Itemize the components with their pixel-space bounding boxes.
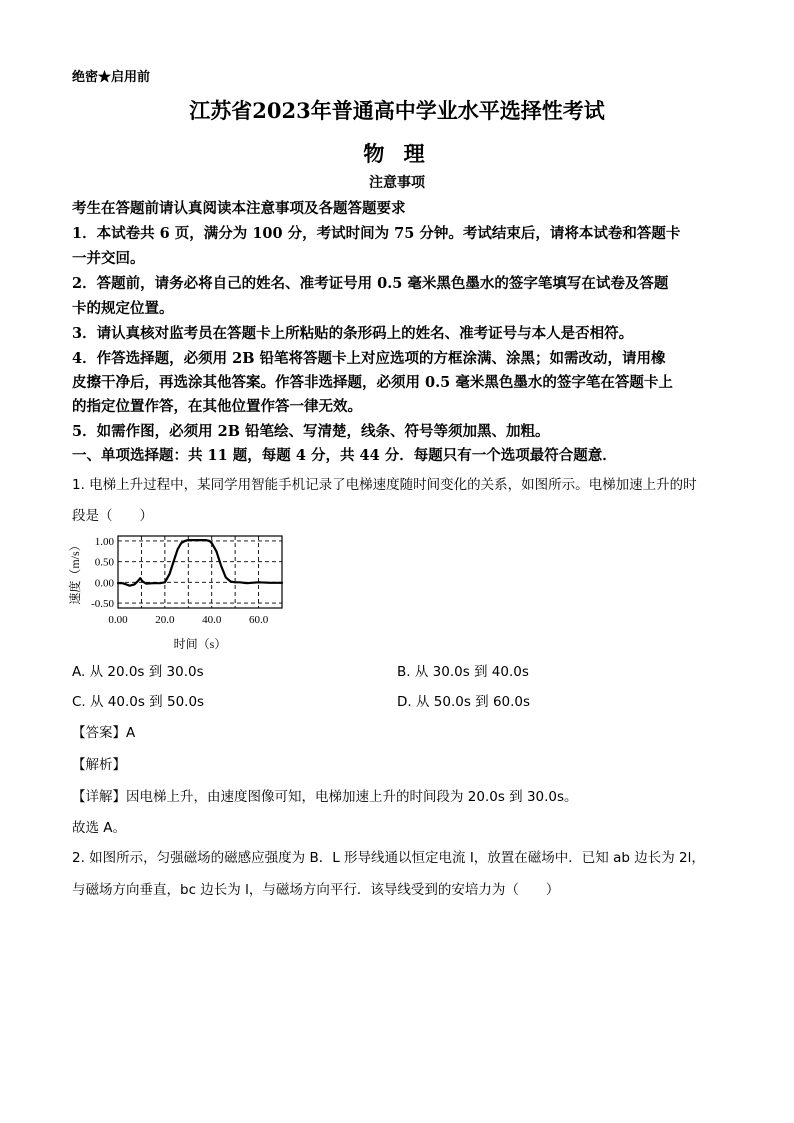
q2-stem-line1: 2. 如图所示，匀强磁场的磁感应强度为 B．L 形导线通以恒定电流 I，放置在磁场中．已知 ab 边长为 2l， xyxy=(72,850,705,866)
notice-line: 4．作答选择题，必须用 2B 铅笔将答题卡上对应选项的方框涂满、涂黑；如需改动，请用橡 xyxy=(72,350,666,367)
velocity-series-line xyxy=(118,540,282,586)
analysis-label: 【解析】 xyxy=(72,757,126,773)
option-b[interactable]: B. 从 30.0s 到 40.0s xyxy=(397,664,529,680)
option-c[interactable]: C. 从 40.0s 到 50.0s xyxy=(72,694,205,710)
chart-x-label: 时间（s） xyxy=(173,637,227,651)
notice-heading: 注意事项 xyxy=(369,175,425,191)
chart-x-tick-label: 0.00 xyxy=(108,614,128,626)
q1-stem-line1: 1. 电梯上升过程中，某同学用智能手机记录了电梯速度随时间变化的关系，如图所示。电梯加速上升的时 xyxy=(72,477,697,493)
notice-line: 1．本试卷共 6 页，满分为 100 分，考试时间为 75 分钟。考试结束后，请将本试卷和答题卡 xyxy=(72,225,681,242)
notice-line: 3．请认真核对监考员在答题卡上所粘贴的条形码上的姓名、准考证号与本人是否相符。 xyxy=(72,325,634,342)
answer-line: 【答案】A xyxy=(72,725,136,741)
option-a[interactable]: A. 从 20.0s 到 30.0s xyxy=(72,664,204,680)
chart-y-tick-label: 0.00 xyxy=(94,577,114,590)
q2-stem-line2: 与磁场方向垂直，bc 边长为 l，与磁场方向平行．该导线受到的安培力为（ ） xyxy=(72,882,560,898)
chart-x-tick-label: 60.0 xyxy=(248,614,269,626)
notice-line: 5．如需作图，必须用 2B 铅笔绘、写清楚，线条、符号等须加黑、加粗。 xyxy=(72,423,550,440)
exam-title: 江苏省2023年普通高中学业水平选择性考试 xyxy=(189,98,605,123)
secret-mark: 绝密★启用前 xyxy=(72,70,151,85)
chart-y-label: 速度（m/s） xyxy=(68,539,82,605)
chart-x-tick-label: 20.0 xyxy=(155,614,175,626)
subject-title: 物 理 xyxy=(363,141,431,166)
notice-line: 一并交回。 xyxy=(72,250,145,267)
q1-stem-line2: 段是（ ） xyxy=(72,508,153,524)
section-heading: 一、单项选择题：共 11 题，每题 4 分，共 44 分．每题只有一个选项最符合题意． xyxy=(72,447,617,464)
conclusion-line: 故选 A。 xyxy=(72,820,127,836)
notice-intro: 考生在答题前请认真阅读本注意事项及各题答题要求 xyxy=(72,200,406,217)
chart-y-tick-label: 0.50 xyxy=(94,556,114,569)
detail-line: 【详解】因电梯上升，由速度图像可知，电梯加速上升的时间段为 20.0s 到 30.0s。 xyxy=(72,789,578,805)
notice-line: 皮擦干净后，再选涂其他答案。作答非选择题，必须用 0.5 毫米黑色墨水的签字笔在答题卡上 xyxy=(72,374,673,391)
notice-line: 卡的规定位置。 xyxy=(72,300,174,317)
chart-frame xyxy=(118,536,282,608)
option-d[interactable]: D. 从 50.0s 到 60.0s xyxy=(397,694,531,710)
chart-x-tick-label: 40.0 xyxy=(202,614,222,626)
velocity-time-chart xyxy=(70,528,290,654)
notice-line: 的指定位置作答，在其他位置作答一律无效。 xyxy=(72,398,362,415)
chart-y-tick-label: 1.00 xyxy=(94,535,114,548)
chart-y-tick-label: -0.50 xyxy=(91,598,114,611)
notice-line: 2．答题前，请务必将自己的姓名、准考证号用 0.5 毫米黑色墨水的签字笔填写在试卷及答题 xyxy=(72,275,669,292)
